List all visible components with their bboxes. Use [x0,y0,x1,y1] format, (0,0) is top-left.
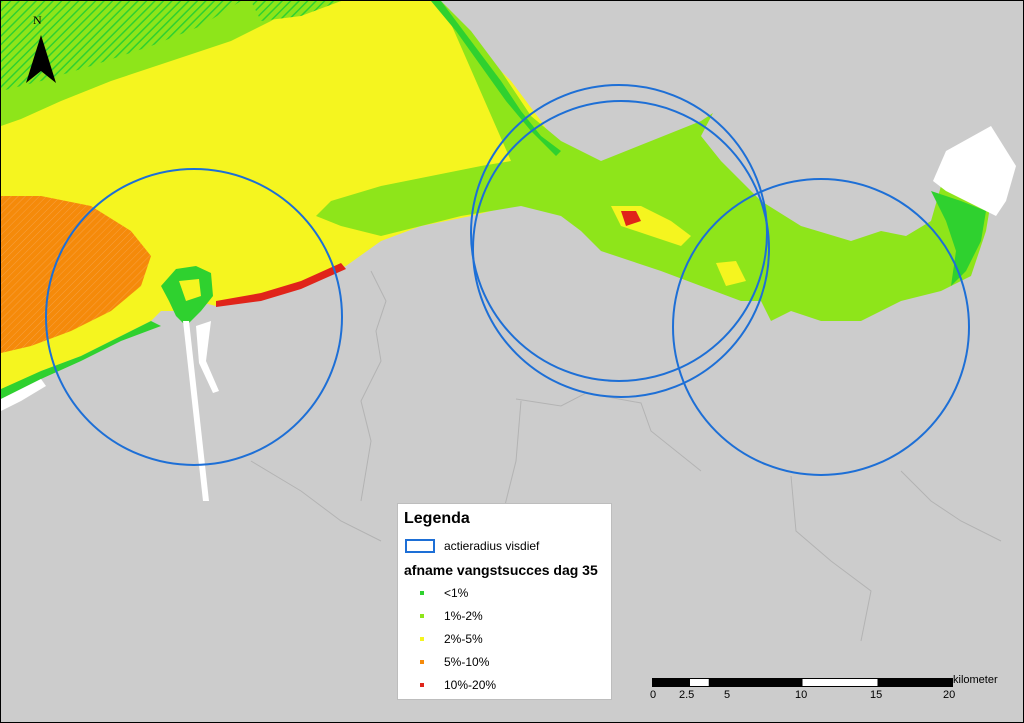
scale-tick-label: 5 [724,689,731,701]
legend-item-label: <1% [444,586,469,600]
legend-swatch [420,637,424,641]
scale-tick-label: 10 [795,689,808,701]
legend-radius-label: actieradius visdief [444,539,540,553]
scale-tick-label: 0 [650,689,657,701]
legend-swatch [420,683,424,687]
north-label: N [33,13,42,27]
legend-swatch [420,660,424,664]
legend-title: Legenda [404,510,470,527]
legend-item [398,632,598,648]
legend-swatch [420,591,424,595]
legend-swatch [420,614,424,618]
legend-item [398,586,598,602]
legend-item-label: 1%-2% [444,609,483,623]
scale-tick-label: 2.5 [679,689,695,701]
legend-subtitle: afname vangstsucces dag 35 [404,562,598,578]
legend-item [398,678,598,694]
legend-item-label: 10%-20% [444,678,497,692]
legend-radius-swatch [405,539,435,553]
scale-bar [649,673,1019,703]
scale-tick-label: 20 [943,689,956,701]
legend-item-label: 2%-5% [444,632,483,646]
scale-unit: kilometer [953,674,998,686]
legend-item [398,655,598,671]
scale-tick-label: 15 [870,689,883,701]
legend-item-label: 5%-10% [444,655,490,669]
legend-item [398,609,598,625]
scale-bar-graphic [652,676,957,690]
legend [397,503,612,700]
